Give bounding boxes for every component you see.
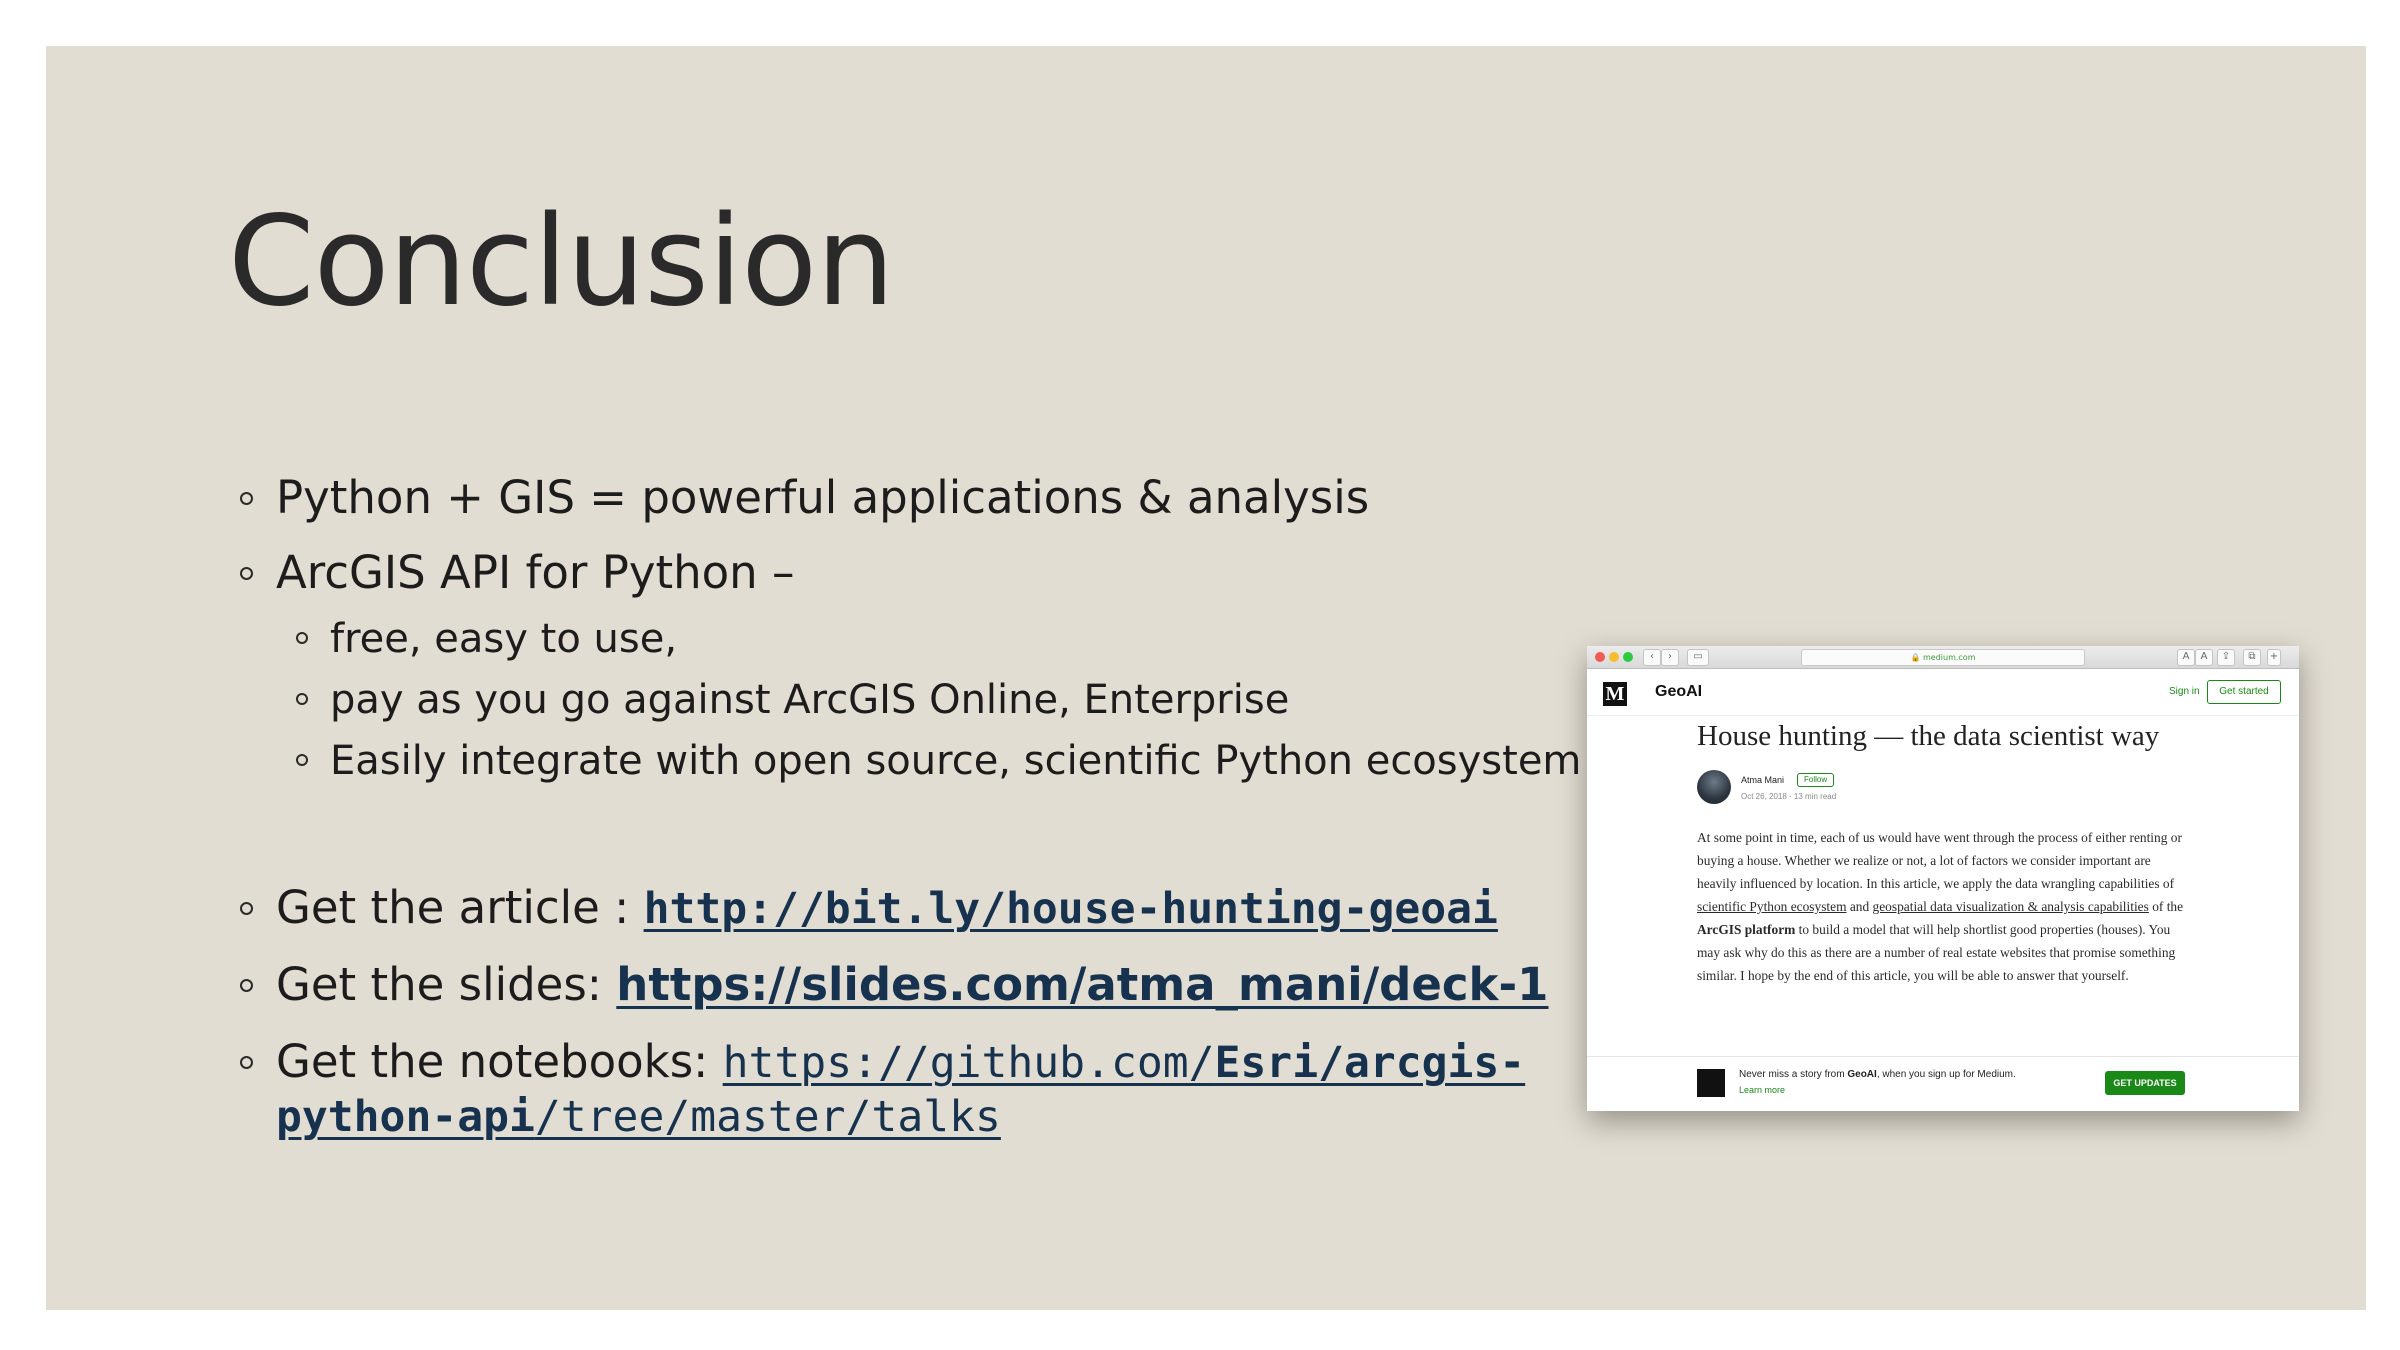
slides-link[interactable]: https://slides.com/atma_mani/deck-1 bbox=[616, 958, 1549, 1011]
get-started-button[interactable]: Get started bbox=[2207, 680, 2281, 704]
footer-message: Never miss a story from GeoAI, when you sign up for Medium. bbox=[1739, 1069, 2016, 1080]
notebooks-link-part2[interactable]: Esri/arcgis- bbox=[1214, 1038, 1526, 1088]
bullet-marker bbox=[240, 979, 253, 992]
close-window-icon[interactable] bbox=[1595, 652, 1605, 662]
publication-icon bbox=[1697, 1069, 1725, 1097]
browser-toolbar bbox=[1587, 646, 2299, 669]
follow-button[interactable]: Follow bbox=[1797, 773, 1834, 787]
bullet-notebooks: Get the notebooks: https://github.com/Esri/arcgis- bbox=[276, 1035, 1525, 1090]
scientific-python-link[interactable]: scientific Python ecosystem bbox=[1697, 899, 1847, 914]
article-body: At some point in time, each of us would have went through the process of either renting or buying a house. Whether we realize or not, a lot of factors we consider important are heavily influenced by location. In this article, we apply the data wrangling capabilities of scientific Python ecosystem and geospatial data visualization & analysis capabilities of the ArcGIS platform to build a model that will help shortlist good properties (houses). You may ask why do this as there are a number of real estate websites that promise something similar. I hope by the end of this article, you will be able to answer that yourself. bbox=[1697, 830, 2184, 983]
back-icon[interactable]: ‹ bbox=[1643, 649, 1661, 666]
geospatial-link[interactable]: geospatial data visualization & analysis capabilities bbox=[1872, 899, 2149, 914]
learn-more-link[interactable]: Learn more bbox=[1739, 1085, 1786, 1095]
new-tab-icon[interactable]: + bbox=[2267, 649, 2281, 666]
sidebar-icon[interactable]: ▭ bbox=[1687, 649, 1709, 666]
bullet-marker bbox=[296, 754, 308, 766]
share-icon[interactable]: ⇪ bbox=[2217, 649, 2235, 666]
slide bbox=[46, 46, 2366, 1310]
slide-title: Conclusion bbox=[228, 190, 894, 334]
bullet-marker bbox=[296, 632, 308, 644]
font-size-large-icon[interactable]: A bbox=[2195, 649, 2213, 666]
bullet-marker bbox=[240, 902, 253, 915]
bullet-arcgis-api: ArcGIS API for Python – bbox=[276, 546, 795, 600]
sign-in-link[interactable]: Sign in bbox=[2169, 686, 2200, 697]
zoom-window-icon[interactable] bbox=[1623, 652, 1633, 662]
notebooks-link-part3[interactable]: python-api bbox=[276, 1092, 535, 1142]
sub-bullet-pay-as-you-go: pay as you go against ArcGIS Online, Enterprise bbox=[330, 673, 1289, 727]
avatar[interactable] bbox=[1697, 770, 1731, 804]
publication-name[interactable]: GeoAI bbox=[1655, 683, 1703, 700]
bullet-marker bbox=[296, 693, 308, 705]
article-title: House hunting — the data scientist way bbox=[1697, 720, 2160, 752]
tabs-icon[interactable]: ⧉ bbox=[2243, 649, 2261, 666]
article-screenshot bbox=[1587, 646, 2299, 1111]
bullet-python-gis: Python + GIS = powerful applications & analysis bbox=[276, 471, 1369, 525]
notebooks-link-continued bbox=[276, 1089, 1001, 1144]
get-updates-button[interactable]: GET UPDATES bbox=[2105, 1071, 2185, 1095]
author-name[interactable]: Atma Mani bbox=[1741, 775, 1785, 785]
article-meta: Oct 26, 2018 · 13 min read bbox=[1741, 792, 1837, 801]
article-link[interactable]: http://bit.ly/house-hunting-geoai bbox=[643, 884, 1498, 934]
forward-icon[interactable]: › bbox=[1661, 649, 1679, 666]
bullet-marker bbox=[240, 492, 253, 505]
signup-footer bbox=[1587, 1056, 2299, 1111]
bullet-marker bbox=[240, 567, 253, 580]
bullet-slides: Get the slides: https://slides.com/atma_mani/deck-1 bbox=[276, 958, 1548, 1012]
font-size-icon[interactable]: A bbox=[2177, 649, 2195, 666]
bullet-marker bbox=[240, 1056, 253, 1069]
site-header bbox=[1587, 669, 2299, 716]
address-bar[interactable]: 🔒 medium.com bbox=[1801, 649, 2085, 666]
bullet-article: Get the article : http://bit.ly/house-hunting-geoai bbox=[276, 881, 1498, 936]
notebooks-link-part4[interactable]: /tree/master/talks bbox=[534, 1092, 1001, 1142]
minimize-window-icon[interactable] bbox=[1609, 652, 1619, 662]
sub-bullet-integrate: Easily integrate with open source, scientific Python ecosystem bbox=[330, 734, 1581, 788]
sub-bullet-free: free, easy to use, bbox=[330, 612, 677, 666]
notebooks-link-part1[interactable]: https://github.com/ bbox=[722, 1038, 1215, 1088]
medium-logo-icon[interactable]: M bbox=[1603, 682, 1627, 706]
content-fade bbox=[1587, 1046, 2299, 1056]
